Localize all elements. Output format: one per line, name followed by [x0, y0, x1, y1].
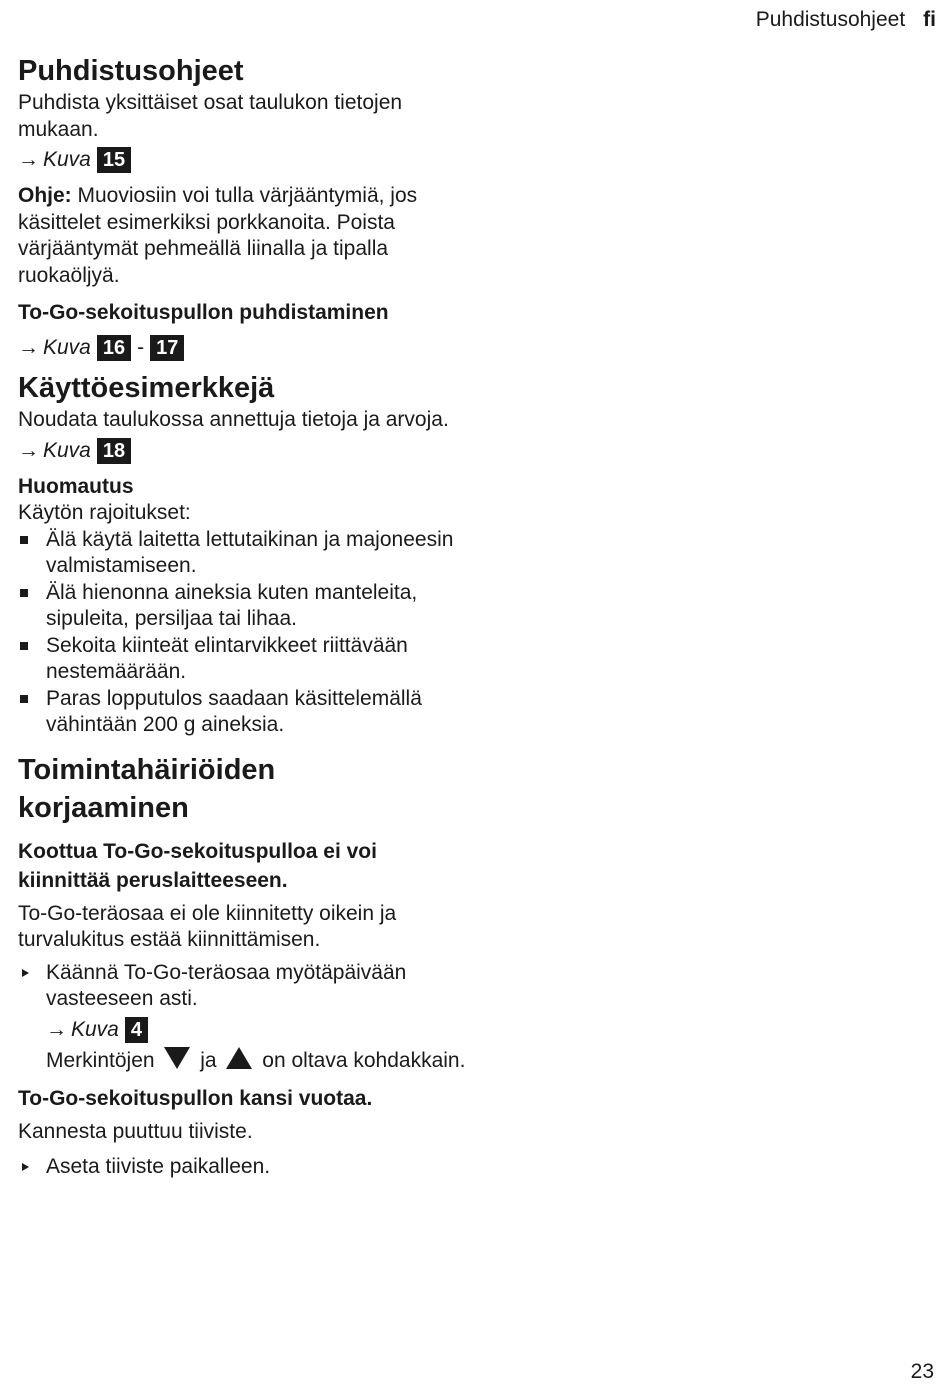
arrow-right-icon: → [18, 438, 39, 462]
arrow-right-icon: → [46, 1017, 67, 1041]
remedy-step: Aseta tiiviste paikalleen. [18, 1154, 470, 1181]
note-label: Ohje: [18, 184, 72, 207]
figure-number-badge: 18 [97, 438, 131, 464]
title-line: korjaaminen [18, 791, 189, 824]
figure-label: Kuva [43, 336, 91, 359]
alignment-instruction [46, 1047, 470, 1075]
mark-text-after: on oltava kohdakkain. [262, 1048, 466, 1072]
figure-label: Kuva [71, 1017, 119, 1041]
notice-title: Huomautus [18, 474, 134, 498]
page-header [756, 8, 936, 32]
figure-label: Kuva [43, 438, 91, 462]
restrictions-list [18, 527, 470, 739]
figure-number-badge: 4 [125, 1017, 148, 1043]
cleaning-note [18, 183, 470, 289]
figure-range-separator: - [137, 336, 145, 359]
cleaning-text: Puhdista yksittäiset osat taulukon tietojen mukaan. [18, 91, 403, 141]
mark-text-before: Merkintöjen [46, 1048, 155, 1072]
figure-reference [18, 335, 470, 361]
figure-label: Kuva [43, 148, 91, 171]
list-item: Älä hienonna aineksia kuten manteleita, sipuleita, persiljaa tai lihaa. [18, 580, 470, 633]
list-item: Paras lopputulos saadaan käsittelemällä vähintään 200 g aineksia. [18, 686, 470, 739]
arrow-right-icon: → [18, 148, 39, 171]
problem-title: Koottua To-Go-sekoituspulloa ei voi kiinnittää peruslaitteeseen. [18, 839, 377, 892]
triangle-up-icon [226, 1047, 252, 1069]
examples-text: Noudata taulukossa annettuja tietoja ja arvoja. [18, 408, 449, 431]
subsection-title-togo-cleaning: To-Go-sekoituspullon puhdistaminen [18, 301, 389, 324]
header-language-code: fi [923, 8, 936, 31]
section-title-troubleshooting [18, 751, 470, 827]
figure-number-badge: 15 [97, 147, 131, 173]
triangle-down-icon [164, 1047, 190, 1069]
section-title-cleaning: Puhdistusohjeet [18, 55, 244, 87]
title-line: Toimintahäiriöiden [18, 753, 276, 786]
header-section-title: Puhdistusohjeet [755, 8, 906, 31]
figure-number-badge: 16 [97, 335, 131, 361]
mark-text-middle: ja [200, 1048, 217, 1072]
list-item: Sekoita kiinteät elintarvikkeet riittävään nestemäärään. [18, 633, 470, 686]
arrow-right-icon: → [18, 336, 39, 359]
figure-number-badge: 17 [150, 335, 184, 361]
problem-cause: To-Go-teräosaa ei ole kiinnitetty oikein ja turvalukitus estää kiinnittämisen. [18, 901, 397, 951]
main-column [18, 52, 470, 1180]
remedy-step: Käännä To-Go-teräosaa myötäpäivään vasteeseen asti. [18, 960, 470, 1013]
note-text: Muoviosiin voi tulla värjääntymiä, jos käsittelet esimerkiksi porkkanoita. Poista värjääntymät pehmeällä liinalla ja tipalla ruokaöljyä. [18, 184, 418, 287]
figure-reference [46, 1017, 470, 1043]
problem-cause: Kannesta puuttuu tiiviste. [18, 1120, 253, 1143]
list-item: Älä käytä laitetta lettutaikinan ja majoneesin valmistamiseen. [18, 527, 470, 580]
problem-title: To-Go-sekoituspullon kansi vuotaa. [18, 1087, 373, 1110]
notice-intro: Käytön rajoitukset: [18, 501, 191, 524]
page-number: 23 [910, 1360, 934, 1383]
figure-reference [18, 147, 470, 173]
figure-reference [18, 438, 470, 464]
section-title-examples: Käyttöesimerkkejä [18, 372, 275, 404]
